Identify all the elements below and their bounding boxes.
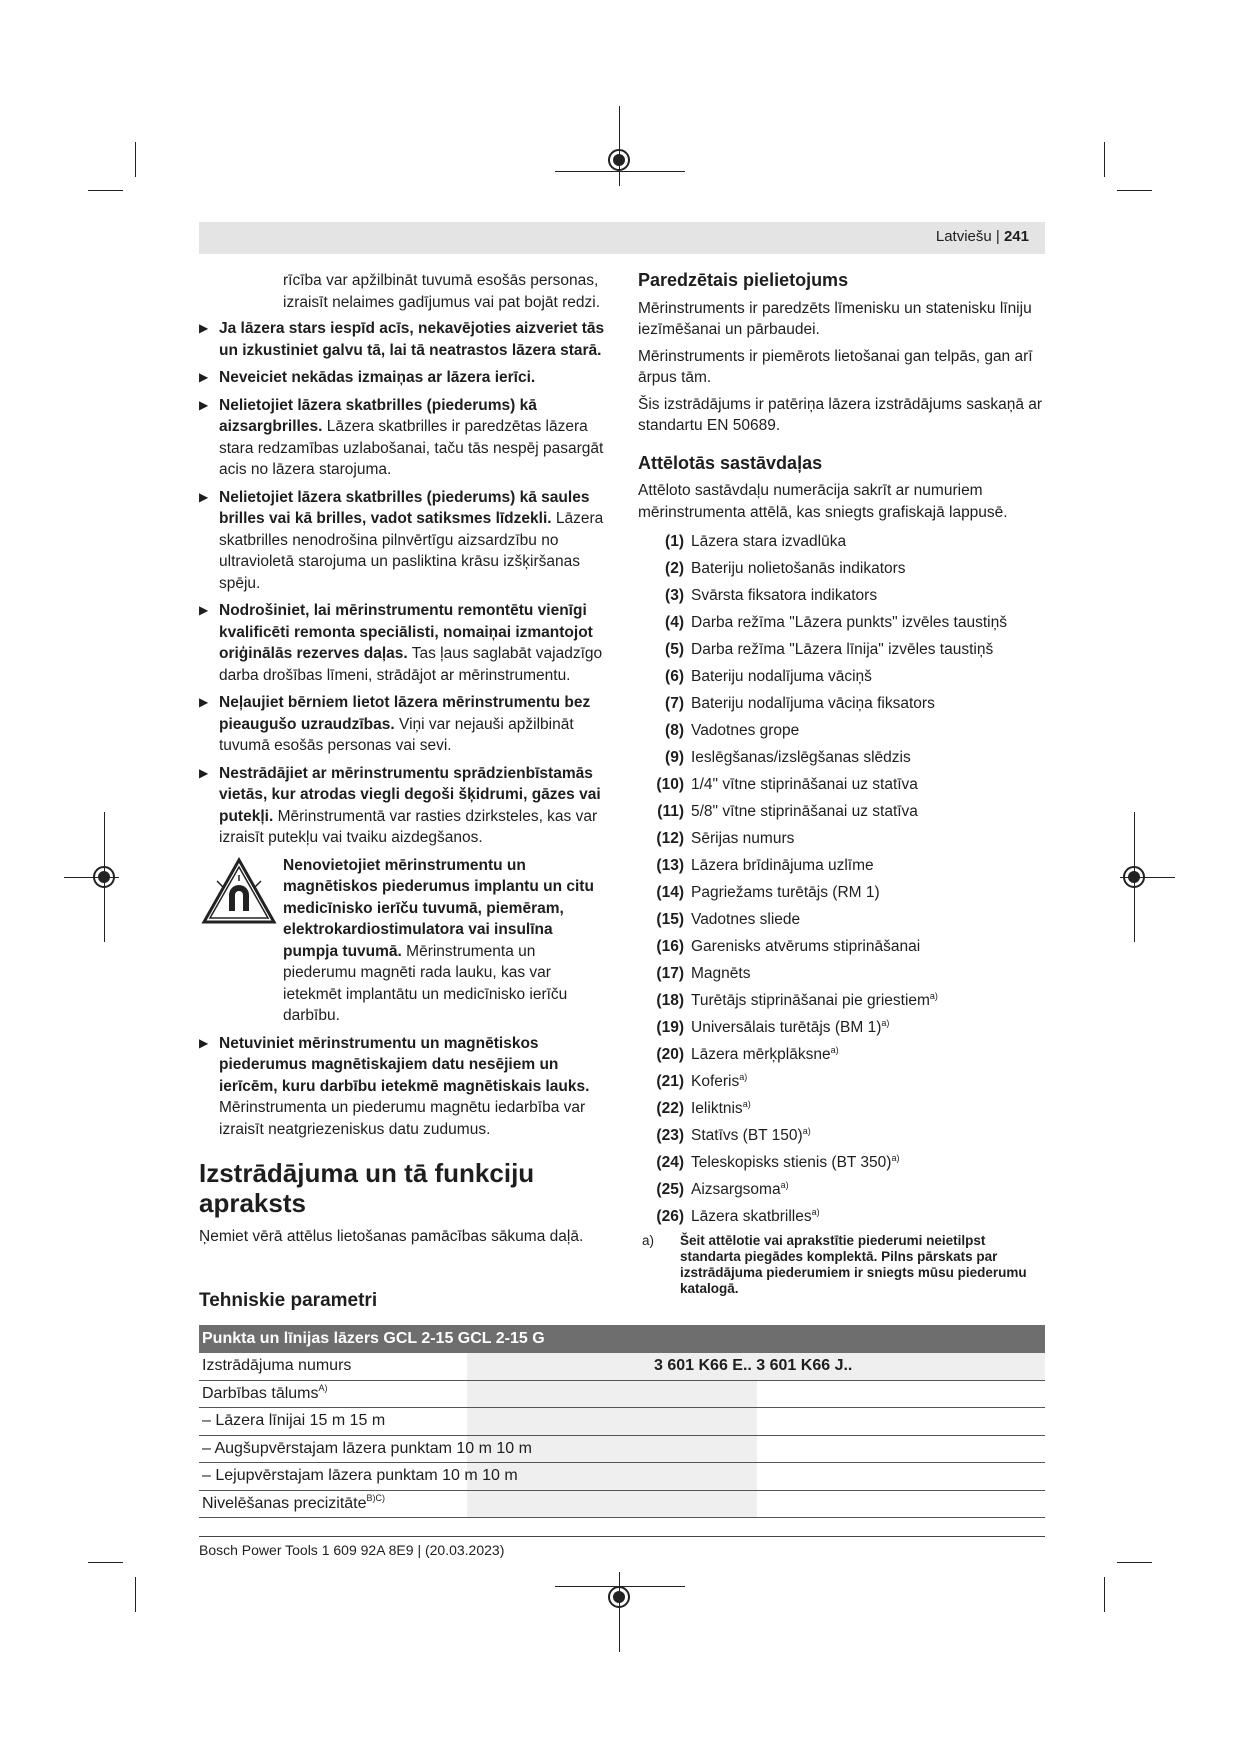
- registration-mark-top: [608, 149, 630, 171]
- component-item: [638, 693, 1048, 715]
- component-label: Koferis: [691, 1073, 740, 1090]
- tech-table-row: [199, 1436, 1045, 1464]
- component-number: (15): [656, 911, 684, 928]
- crop-mark: [1117, 190, 1152, 191]
- bullet-triangle-icon: ▶: [199, 397, 209, 412]
- footnote-ref: A): [318, 1383, 328, 1394]
- footnote-label: a): [642, 1233, 655, 1248]
- component-item: [638, 909, 1048, 931]
- magnet-warning: Nenovietojiet mērinstrumentu un magnētiskos piederumus implantu un citu medicīnisko ierīču tuvumā, piemēram, elektrokardiostimulatora vai insulīna pumpja tuvumā. Mērinstrumenta un piederumu magnēti rada lauku, kas var ietekmēt implantātu un medicīnisko ierīču darbību.: [199, 855, 609, 1027]
- registration-mark-left: [93, 866, 115, 888]
- component-label: Darba režīma "Lāzera punkts" izvēles taustiņš: [691, 614, 1007, 631]
- component-number: (23): [656, 1127, 684, 1144]
- tech-table-body: [199, 1353, 1045, 1518]
- component-label: Lāzera skatbrilles: [691, 1208, 812, 1225]
- bullet-triangle-icon: ▶: [199, 603, 209, 617]
- safety-bullet: ▶ Nelietojiet lāzera skatbrilles (piederums) kā aizsargbrilles. Lāzera skatbrilles ir paredzētas lāzera stara redzamības uzlabošanai, taču tās nespēj pasargāt acis no lāzera starojuma.: [199, 396, 604, 478]
- component-label: Universālais turētājs (BM 1): [691, 1019, 882, 1036]
- footnote-ref: a): [802, 1125, 811, 1136]
- component-label: 1/4" vītne stiprināšanai uz statīva: [691, 776, 918, 793]
- tech-row-label: – Augšupvērstajam lāzera punktam 10 m 10 m: [202, 1439, 532, 1457]
- intended-use-paragraph: Mērinstruments ir piemērots lietošanai gan telpās, gan arī ārpus tām.: [638, 347, 1033, 386]
- tech-table: [199, 1325, 1045, 1518]
- component-number: (14): [656, 884, 684, 901]
- component-list: [638, 531, 1048, 1228]
- page-number: 241: [1003, 228, 1029, 245]
- page-header: [199, 222, 1045, 254]
- component-label: Turētājs stiprināšanai pie griestiem: [691, 992, 930, 1009]
- section-intro: Ņemiet vērā attēlus lietošanas pamācības sākuma daļā.: [199, 1228, 584, 1245]
- registration-line: [555, 171, 685, 172]
- component-number: (24): [656, 1154, 684, 1171]
- crop-mark: [135, 142, 136, 177]
- component-item: [638, 1071, 1048, 1093]
- footnote-ref: a): [811, 1206, 820, 1217]
- component-item: [638, 666, 1048, 688]
- registration-mark-bottom: [608, 1586, 630, 1608]
- component-label: 5/8" vītne stiprināšanai uz statīva: [691, 803, 918, 820]
- crop-mark: [88, 1562, 123, 1563]
- component-number: (22): [656, 1100, 684, 1117]
- component-label: Teleskopisks stienis (BT 350): [691, 1154, 892, 1171]
- magnet-warning-icon: [201, 857, 277, 925]
- component-number: (8): [665, 722, 684, 739]
- component-label: Lāzera stara izvadlūka: [691, 533, 847, 550]
- tech-row-value: 3 601 K66 E.. 3 601 K66 J..: [654, 1357, 853, 1374]
- component-item: [638, 1125, 1048, 1147]
- component-number: (2): [665, 560, 684, 577]
- component-label: Statīvs (BT 150): [691, 1127, 803, 1144]
- component-item: [638, 1098, 1048, 1120]
- tech-table-row: [199, 1381, 1045, 1409]
- component-number: (4): [665, 614, 684, 631]
- bullet-triangle-icon: ▶: [199, 370, 209, 384]
- component-item: [638, 558, 1048, 580]
- component-label: Darba režīma "Lāzera līnija" izvēles taustiņš: [691, 641, 994, 658]
- component-number: (21): [656, 1073, 684, 1090]
- component-number: (6): [665, 668, 684, 685]
- bullet-triangle-icon: ▶: [199, 321, 209, 335]
- header-separator: |: [991, 228, 1004, 245]
- component-number: (7): [665, 695, 684, 712]
- registration-line: [619, 106, 620, 186]
- component-label: Lāzera brīdinājuma uzlīme: [691, 857, 874, 874]
- component-label: Vadotnes sliede: [691, 911, 801, 928]
- cell-shading: [467, 1491, 757, 1518]
- footnote-ref: a): [881, 1017, 890, 1028]
- bullet-triangle-icon: ▶: [199, 765, 209, 780]
- component-item: [638, 1044, 1048, 1066]
- safety-bullet: ▶ Nelietojiet lāzera skatbrilles (piederums) kā saules brilles vai kā brilles, vadot satiksmes līdzekli. Lāzera skatbrilles nenodrošina pilnvērtīgu aizsardzību no ultravioletā starojuma un pasliktina krāsu izšķiršanas spēju.: [199, 488, 604, 592]
- component-number: (3): [665, 587, 684, 604]
- footnote: [638, 1233, 1048, 1297]
- safety-bullet: ▶ Nodrošiniet, lai mērinstrumentu remontētu vienīgi kvalificēti remonta speciālisti, nomaiņai izmantojot oriģinālās rezerves daļas. Tas ļaus saglabāt vajadzīgo darba drošības līmeni, strādājot ar mērinstrumentu.: [199, 602, 603, 684]
- tech-table-row: [199, 1408, 1045, 1436]
- cell-shading: [467, 1381, 757, 1408]
- component-item: [638, 801, 1048, 823]
- component-item: [638, 882, 1048, 904]
- cell-shading: [467, 1408, 757, 1435]
- component-number: (17): [656, 965, 684, 982]
- safety-bullet: ▶ Neļaujiet bērniem lietot lāzera mērinstrumentu bez pieaugušo uzraudzības. Viņi var nejauši apžilbināt tuvumā esošās personas vai sevi.: [199, 694, 591, 754]
- component-item: [638, 990, 1048, 1012]
- bullet-triangle-icon: ▶: [199, 489, 209, 504]
- component-label: Ieslēgšanas/izslēgšanas slēdzis: [691, 749, 911, 766]
- footnote-ref: a): [830, 1044, 839, 1055]
- component-label: Magnēts: [691, 965, 751, 982]
- registration-mark-right: [1123, 866, 1145, 888]
- tech-table-row: [199, 1353, 1045, 1381]
- component-item: [638, 720, 1048, 742]
- component-label: Aizsargsoma: [691, 1181, 781, 1198]
- header-text: [936, 228, 1029, 245]
- component-item: [638, 936, 1048, 958]
- footnote-ref: a): [929, 990, 938, 1001]
- component-number: (19): [656, 1019, 684, 1036]
- right-column: [638, 270, 1048, 1297]
- component-label: Svārsta fiksatora indikators: [691, 587, 878, 604]
- crop-mark: [1117, 1562, 1152, 1563]
- component-item: [638, 774, 1048, 796]
- tech-row-label: Darbības tālums: [202, 1384, 319, 1402]
- registration-line: [619, 1572, 620, 1652]
- component-label: Bateriju nodalījuma vāciņa fiksators: [691, 695, 935, 712]
- component-item: [638, 612, 1048, 634]
- tech-row-label: Nivelēšanas precizitāte: [202, 1494, 367, 1512]
- crop-mark: [88, 190, 123, 191]
- component-number: (12): [656, 830, 684, 847]
- component-item: [638, 1152, 1048, 1174]
- safety-bullet: ▶ Neveiciet nekādas izmaiņas ar lāzera ierīci.: [199, 367, 609, 389]
- header-language: Latviešu: [935, 228, 992, 245]
- component-number: (10): [656, 776, 684, 793]
- tech-table-row: [199, 1491, 1045, 1519]
- component-number: (13): [656, 857, 684, 874]
- safety-bullet: ▶ Netuviniet mērinstrumentu un magnētiskos piederumus magnētiskajiem datu nesējiem un ierīcēm, kuru darbību ietekmē magnētiskais lauks. Mērinstrumenta un piederumu magnētu iedarbība var izraisīt neatgriezeniskus datu zudumus.: [199, 1034, 590, 1138]
- component-item: [638, 747, 1048, 769]
- intended-use-paragraph: Šis izstrādājums ir patēriņa lāzera izstrādājums saskaņā ar standartu EN 50689.: [638, 395, 1043, 434]
- footnote-ref: B)C): [366, 1493, 386, 1504]
- component-item: [638, 1206, 1048, 1228]
- component-number: (26): [656, 1208, 684, 1225]
- footnote-ref: a): [742, 1098, 751, 1109]
- component-number: (9): [665, 749, 684, 766]
- component-label: Bateriju nolietošanās indikators: [691, 560, 906, 577]
- crop-mark: [1104, 142, 1105, 177]
- component-item: [638, 1179, 1048, 1201]
- component-label: Vadotnes grope: [691, 722, 800, 739]
- components-intro: Attēloto sastāvdaļu numerācija sakrīt ar numuriem mērinstrumenta attēlā, kas sniegts grafiskajā lappusē.: [638, 482, 1008, 521]
- bullet-triangle-icon: ▶: [199, 1035, 209, 1050]
- footnote-ref: a): [739, 1071, 748, 1082]
- tech-row-label: – Lāzera līnijai 15 m 15 m: [202, 1412, 386, 1429]
- heading-components: Attēlotās sastāvdaļas: [638, 452, 823, 473]
- component-item: [638, 828, 1048, 850]
- footnote-ref: a): [891, 1152, 900, 1163]
- footer-divider: [199, 1536, 1045, 1537]
- footnote-ref: a): [780, 1179, 789, 1190]
- component-item: [638, 585, 1048, 607]
- tech-row-label: Izstrādājuma numurs: [202, 1357, 352, 1374]
- safety-bullet: ▶ Ja lāzera stars iespīd acīs, nekavējoties aizveriet tās un izkustiniet galvu tā, lai tā neatrastos lāzera starā.: [199, 320, 605, 359]
- component-label: Sērijas numurs: [691, 830, 795, 847]
- component-number: (1): [665, 533, 684, 550]
- component-item: [638, 1017, 1048, 1039]
- page-footer: Bosch Power Tools 1 609 92A 8E9 | (20.03.2023): [199, 1542, 505, 1558]
- component-number: (11): [657, 803, 684, 820]
- component-label: Lāzera mērķplāksne: [691, 1046, 831, 1063]
- section-heading: Izstrādājuma un tā funkciju apraksts: [199, 1158, 535, 1218]
- tech-title: Tehniskie parametri: [199, 1290, 378, 1311]
- heading-intended-use: Paredzētais pielietojums: [638, 270, 849, 290]
- component-item: [638, 855, 1048, 877]
- component-item: [638, 963, 1048, 985]
- safety-bullet: ▶ Nestrādājiet ar mērinstrumentu sprādzienbīstamās vietās, kur atrodas viegli degoši šķidrumi, gāzes vai putekļi. Mērinstrumentā var rasties dzirksteles, kas var izraisīt putekļu vai tvaiku aizdegšanos.: [199, 764, 601, 846]
- paragraph-continuation: rīcība var apžilbināt tuvumā esošās personas, izraisīt nelaimes gadījumus vai pat bojāt redzi.: [283, 272, 601, 311]
- component-number: (18): [656, 992, 684, 1009]
- tech-table-header: Punkta un līnijas lāzers GCL 2-15 GCL 2-15 G: [199, 1325, 1045, 1353]
- left-column: [199, 270, 609, 1253]
- component-label: Garenisks atvērums stiprināšanai: [691, 938, 921, 955]
- component-label: Pagriežams turētājs (RM 1): [691, 884, 880, 901]
- tech-row-label: – Lejupvērstajam lāzera punktam 10 m 10 m: [202, 1467, 518, 1484]
- component-number: (25): [656, 1181, 684, 1198]
- component-label: Ieliktnis: [691, 1100, 743, 1117]
- component-number: (20): [656, 1046, 684, 1063]
- component-number: (5): [665, 641, 684, 658]
- tech-table-row: [199, 1463, 1045, 1491]
- component-number: (16): [656, 938, 684, 955]
- crop-mark: [1104, 1577, 1105, 1612]
- component-item: [638, 531, 1048, 553]
- component-item: [638, 639, 1048, 661]
- bullet-triangle-icon: ▶: [199, 695, 209, 709]
- footnote-text: Šeit attēlotie vai aprakstītie piederumi neietilpst standarta piegādes komplektā. Pilns pārskats par izstrādājuma piederumiem ir sniegts mūsu piederumu katalogā.: [680, 1233, 1027, 1296]
- intended-use-paragraph: Mērinstruments ir paredzēts līmenisku un statenisku līniju iezīmēšanai un pārbaudei.: [638, 299, 1032, 338]
- component-label: Bateriju nodalījuma vāciņš: [691, 668, 872, 685]
- crop-mark: [135, 1577, 136, 1612]
